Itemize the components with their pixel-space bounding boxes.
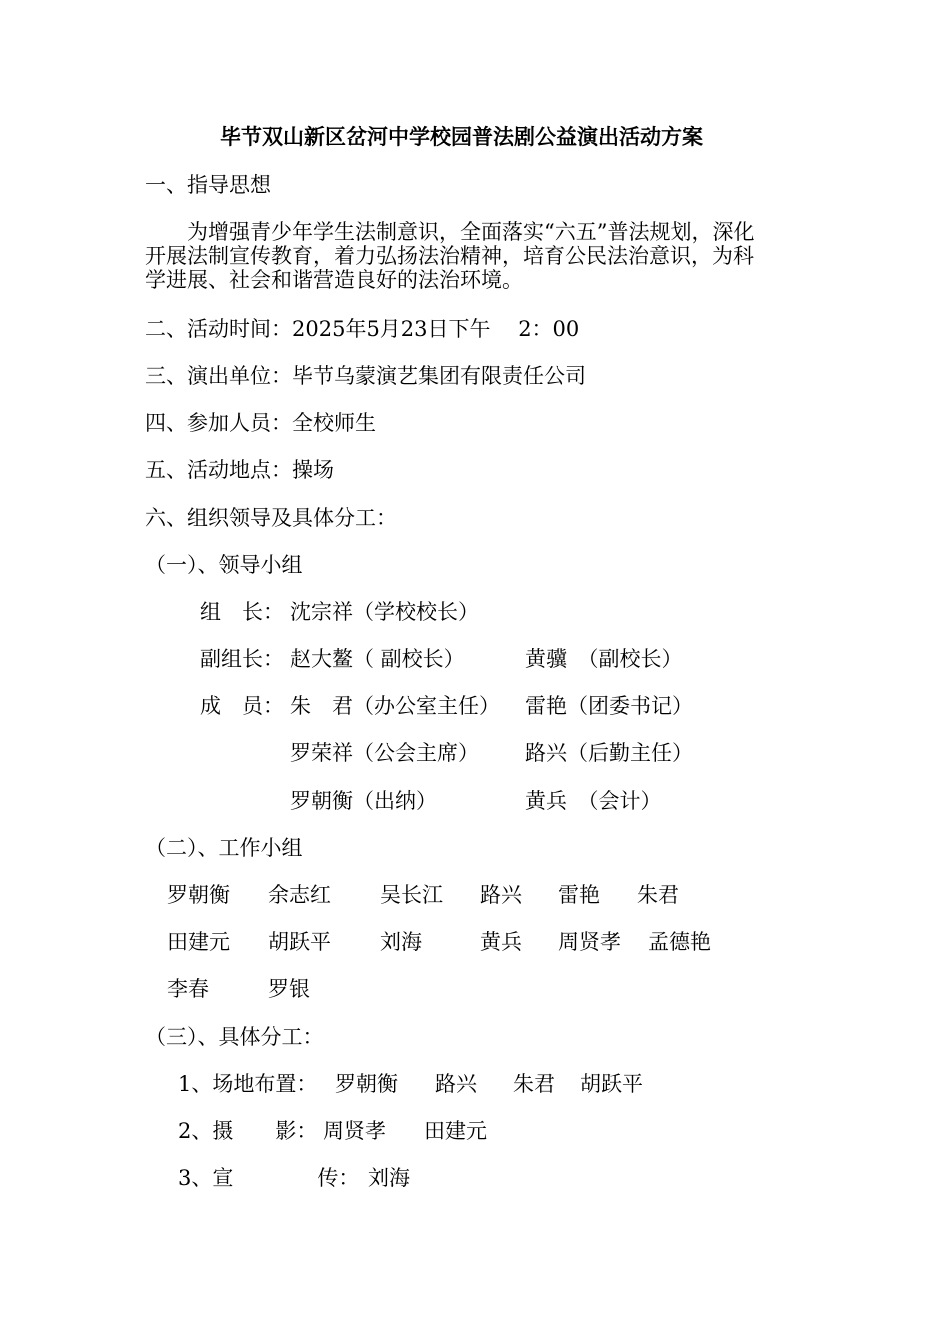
section-heading-guiding-idea: 一、指导思想	[145, 173, 271, 197]
section-organization: 六、组织领导及具体分工：	[145, 506, 397, 530]
work-group-row	[0, 930, 950, 954]
division-label: 1、场地布置：	[178, 1072, 318, 1096]
work-group-member: 朱君	[637, 883, 679, 907]
division-item	[0, 1072, 950, 1096]
division-person: 周贤孝	[323, 1119, 386, 1143]
members-row	[0, 741, 950, 765]
division-person: 罗朝衡	[335, 1072, 398, 1096]
member-name: 朱 君（办公室主任）	[290, 694, 500, 718]
member-name: 路兴（后勤主任）	[525, 741, 693, 765]
members-row	[0, 694, 950, 718]
division-person: 田建元	[424, 1119, 487, 1143]
work-group-member: 罗银	[268, 977, 310, 1001]
work-group-heading: （二）、工作小组	[145, 836, 303, 860]
deputy-name: 黄骥 （副校长）	[525, 647, 683, 671]
work-group-row	[0, 977, 950, 1001]
section-location: 五、活动地点：操场	[145, 458, 334, 482]
work-group-member: 余志红	[268, 883, 331, 907]
division-heading: （三）、具体分工：	[145, 1025, 324, 1049]
member-name: 罗朝衡（出纳）	[290, 789, 437, 813]
division-person: 胡跃平	[580, 1072, 643, 1096]
division-person: 刘海	[368, 1166, 410, 1190]
paragraph-line: 开展法制宣传教育，着力弘扬法治精神，培育公民法治意识，为科	[145, 244, 754, 268]
section-performer: 三、演出单位：毕节乌蒙演艺集团有限责任公司	[145, 364, 586, 388]
work-group-member: 刘海	[380, 930, 422, 954]
work-group-member: 路兴	[480, 883, 522, 907]
division-person: 路兴	[435, 1072, 477, 1096]
section-activity-time: 二、活动时间：2025年5月23日下午 2：00	[145, 317, 580, 341]
member-name: 雷艳（团委书记）	[525, 694, 693, 718]
work-group-member: 孟德艳	[648, 930, 711, 954]
members-row	[0, 789, 950, 813]
division-label: 3、宣 传：	[178, 1166, 360, 1190]
section-participants: 四、参加人员：全校师生	[145, 411, 376, 435]
leader-label: 组 长：	[200, 600, 284, 624]
work-group-member: 周贤孝	[558, 930, 621, 954]
members-label: 成 员：	[200, 694, 284, 718]
work-group-member: 雷艳	[558, 883, 600, 907]
division-person: 朱君	[513, 1072, 555, 1096]
work-group-row	[0, 883, 950, 907]
work-group-member: 胡跃平	[268, 930, 331, 954]
work-group-member: 田建元	[167, 930, 230, 954]
division-label: 2、摄 影：	[178, 1119, 318, 1143]
work-group-member: 罗朝衡	[167, 883, 230, 907]
deputy-row	[0, 647, 950, 671]
work-group-member: 吴长江	[380, 883, 443, 907]
member-name: 罗荣祥（公会主席）	[290, 741, 479, 765]
deputy-name: 赵大鳌（ 副校长）	[290, 647, 465, 671]
division-item	[0, 1166, 950, 1190]
document-title: 毕节双山新区岔河中学校园普法剧公益演出活动方案	[220, 124, 703, 149]
division-item	[0, 1119, 950, 1143]
leadership-heading: （一）、领导小组	[145, 553, 303, 577]
leader-name: 沈宗祥（学校校长）	[290, 600, 479, 624]
guiding-idea-paragraph	[145, 220, 805, 292]
leader-row	[0, 600, 950, 624]
work-group-member: 李春	[167, 977, 209, 1001]
member-name: 黄兵 （会计）	[525, 789, 662, 813]
paragraph-line: 学进展、社会和谐营造良好的法治环境。	[145, 268, 523, 292]
work-group-member: 黄兵	[480, 930, 522, 954]
paragraph-line: 为增强青少年学生法制意识，全面落实“六五”普法规划，深化	[145, 220, 755, 244]
deputy-label: 副组长：	[200, 647, 284, 671]
